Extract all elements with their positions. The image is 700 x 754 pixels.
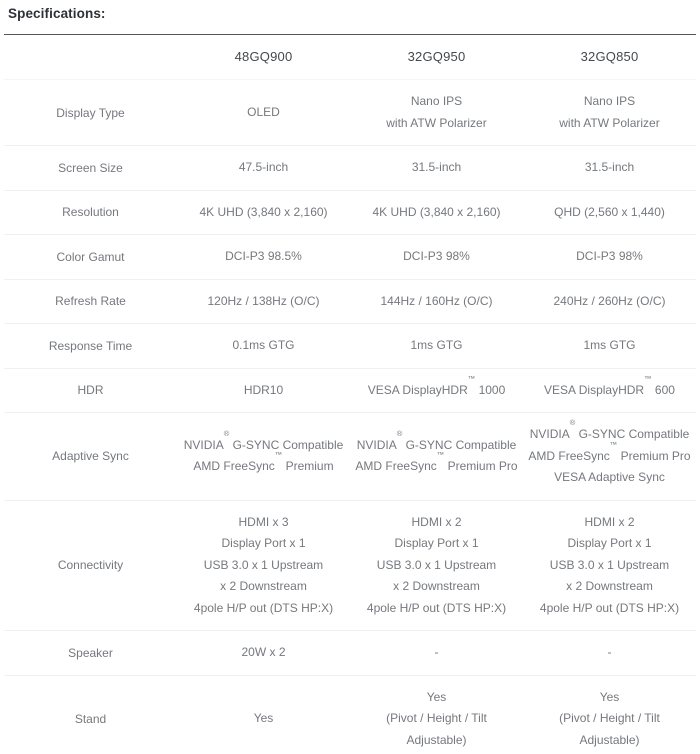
spec-label: Display Type [56, 105, 125, 120]
table-row [4, 675, 696, 754]
spec-value-cell [523, 324, 696, 369]
spec-value-line: 31.5-inch [584, 160, 635, 174]
corner-cell [4, 35, 177, 80]
spec-value-cell [177, 324, 350, 369]
spec-value-cell [350, 500, 523, 631]
spec-value-line: HDMI x 3 [238, 514, 289, 529]
spec-value-line: 240Hz / 260Hz (O/C) [553, 293, 666, 308]
header-row [4, 35, 696, 80]
table-row [4, 324, 696, 369]
spec-value-cell [350, 413, 523, 501]
spec-value-line: VESA Adaptive Sync [554, 470, 665, 484]
spec-value-line: USB 3.0 x 1 Upstream [376, 557, 497, 572]
spec-label: HDR [77, 383, 104, 398]
spec-label: Speaker [68, 645, 113, 660]
spec-value-line: NVIDIA® G-SYNC Compatible [183, 428, 344, 452]
spec-value-line: AMD FreeSync™ Premium Pro [528, 439, 691, 463]
spec-value-cell [523, 631, 696, 676]
column-header: 48GQ900 [234, 49, 293, 64]
spec-value-cell [177, 279, 350, 324]
spec-value-line: x 2 Downstream [220, 579, 307, 593]
column-header: 32GQ950 [407, 49, 466, 64]
spec-value-cell [177, 80, 350, 146]
spec-value-cell [177, 190, 350, 235]
spec-value-cell [523, 279, 696, 324]
spec-value-cell [523, 675, 696, 754]
spec-value-line: 47.5-inch [238, 160, 289, 174]
spec-value-line: NVIDIA® G-SYNC Compatible [529, 418, 690, 441]
spec-label: Connectivity [57, 558, 124, 573]
spec-value-cell [350, 235, 523, 280]
spec-value-cell [523, 235, 696, 280]
spec-value-line: 20W x 2 [241, 645, 286, 659]
spec-value-line: Display Port x 1 [394, 536, 479, 550]
spec-table-body [4, 80, 696, 754]
spec-value-line: DCI-P3 98.5% [225, 249, 302, 263]
spec-value-cell [523, 500, 696, 631]
spec-value-line: Nano IPS [583, 94, 636, 108]
table-row [4, 235, 696, 280]
spec-value-cell [350, 279, 523, 324]
spec-value-line: 31.5-inch [411, 160, 462, 174]
spec-table-head [4, 35, 696, 80]
spec-label: Screen Size [58, 160, 123, 175]
table-row [4, 413, 696, 501]
spec-label: Color Gamut [56, 249, 125, 264]
spec-value-line: Yes [426, 689, 447, 704]
spec-value-line: USB 3.0 x 1 Upstream [549, 557, 670, 572]
spec-value-cell [177, 675, 350, 754]
spec-value-cell [350, 368, 523, 413]
spec-value-line: VESA DisplayHDR™ 600 [544, 373, 675, 397]
section-heading: Specifications: [8, 6, 106, 21]
spec-value-line: DCI-P3 98% [403, 249, 470, 263]
spec-value-line: DCI-P3 98% [576, 249, 643, 263]
table-row [4, 368, 696, 413]
spec-value-line: AMD FreeSync™ Premium [193, 450, 334, 474]
spec-label: Resolution [62, 205, 119, 220]
spec-value-line: HDMI x 2 [411, 514, 462, 529]
table-row [4, 146, 696, 191]
spec-value-line: Yes [253, 711, 274, 725]
spec-value-line: 144Hz / 160Hz (O/C) [380, 293, 493, 308]
spec-value-line: 4K UHD (3,840 x 2,160) [199, 204, 328, 219]
spec-value-cell [350, 675, 523, 754]
spec-label: Stand [74, 711, 107, 726]
spec-value-cell [177, 235, 350, 280]
spec-value-line: Yes [599, 689, 620, 704]
spec-value-line: VESA DisplayHDR™ 1000 [367, 373, 506, 397]
spec-value-cell [177, 500, 350, 631]
spec-value-cell [523, 368, 696, 413]
spec-value-line: 4pole H/P out (DTS HP:X) [366, 600, 507, 615]
spec-value-cell [350, 631, 523, 676]
spec-value-line: with ATW Polarizer [559, 115, 660, 130]
spec-value-line: 4pole H/P out (DTS HP:X) [539, 600, 680, 615]
spec-value-line: - [434, 645, 439, 659]
spec-value-line: (Pivot / Height / Tilt [559, 711, 660, 725]
spec-value-line: 1ms GTG [410, 338, 463, 352]
spec-label: Refresh Rate [55, 294, 126, 309]
spec-value-line: USB 3.0 x 1 Upstream [203, 557, 324, 572]
spec-value-line: 120Hz / 138Hz (O/C) [207, 293, 320, 308]
spec-value-cell [523, 413, 696, 501]
spec-value-line: Display Port x 1 [567, 536, 652, 550]
table-row [4, 631, 696, 676]
spec-value-line: (Pivot / Height / Tilt [386, 711, 487, 725]
spec-value-line: Adjustable) [579, 732, 640, 747]
spec-value-cell [177, 413, 350, 501]
spec-value-line: 4K UHD (3,840 x 2,160) [372, 204, 501, 219]
spec-table [4, 34, 696, 754]
spec-value-line: NVIDIA® G-SYNC Compatible [356, 428, 517, 452]
table-row [4, 190, 696, 235]
spec-value-line: Display Port x 1 [221, 536, 306, 550]
spec-value-line: x 2 Downstream [566, 579, 653, 593]
spec-value-line: OLED [247, 104, 280, 119]
spec-value-cell [177, 368, 350, 413]
spec-value-cell [350, 146, 523, 191]
spec-value-line: AMD FreeSync™ Premium Pro [355, 450, 518, 474]
table-row [4, 500, 696, 631]
spec-value-line: - [607, 645, 612, 659]
spec-value-cell [523, 80, 696, 146]
spec-value-line: with ATW Polarizer [386, 115, 487, 130]
table-row [4, 279, 696, 324]
table-row [4, 80, 696, 146]
spec-value-line: HDMI x 2 [584, 514, 635, 529]
spec-value-cell [177, 631, 350, 676]
spec-value-line: 1ms GTG [583, 338, 636, 352]
column-header: 32GQ850 [580, 49, 639, 64]
spec-value-line: 0.1ms GTG [232, 338, 295, 352]
spec-value-cell [350, 324, 523, 369]
spec-value-line: Nano IPS [410, 94, 463, 108]
spec-value-line: 4pole H/P out (DTS HP:X) [193, 600, 334, 615]
spec-value-line: x 2 Downstream [393, 579, 480, 593]
spec-value-line: QHD (2,560 x 1,440) [554, 204, 665, 219]
spec-value-line: Adjustable) [406, 732, 467, 747]
spec-value-cell [177, 146, 350, 191]
spec-value-cell [523, 190, 696, 235]
spec-label: Response Time [48, 338, 133, 353]
spec-value-cell [350, 80, 523, 146]
spec-label: Adaptive Sync [52, 449, 129, 464]
spec-value-cell [523, 146, 696, 191]
spec-value-line: HDR10 [243, 382, 284, 397]
spec-value-cell [350, 190, 523, 235]
